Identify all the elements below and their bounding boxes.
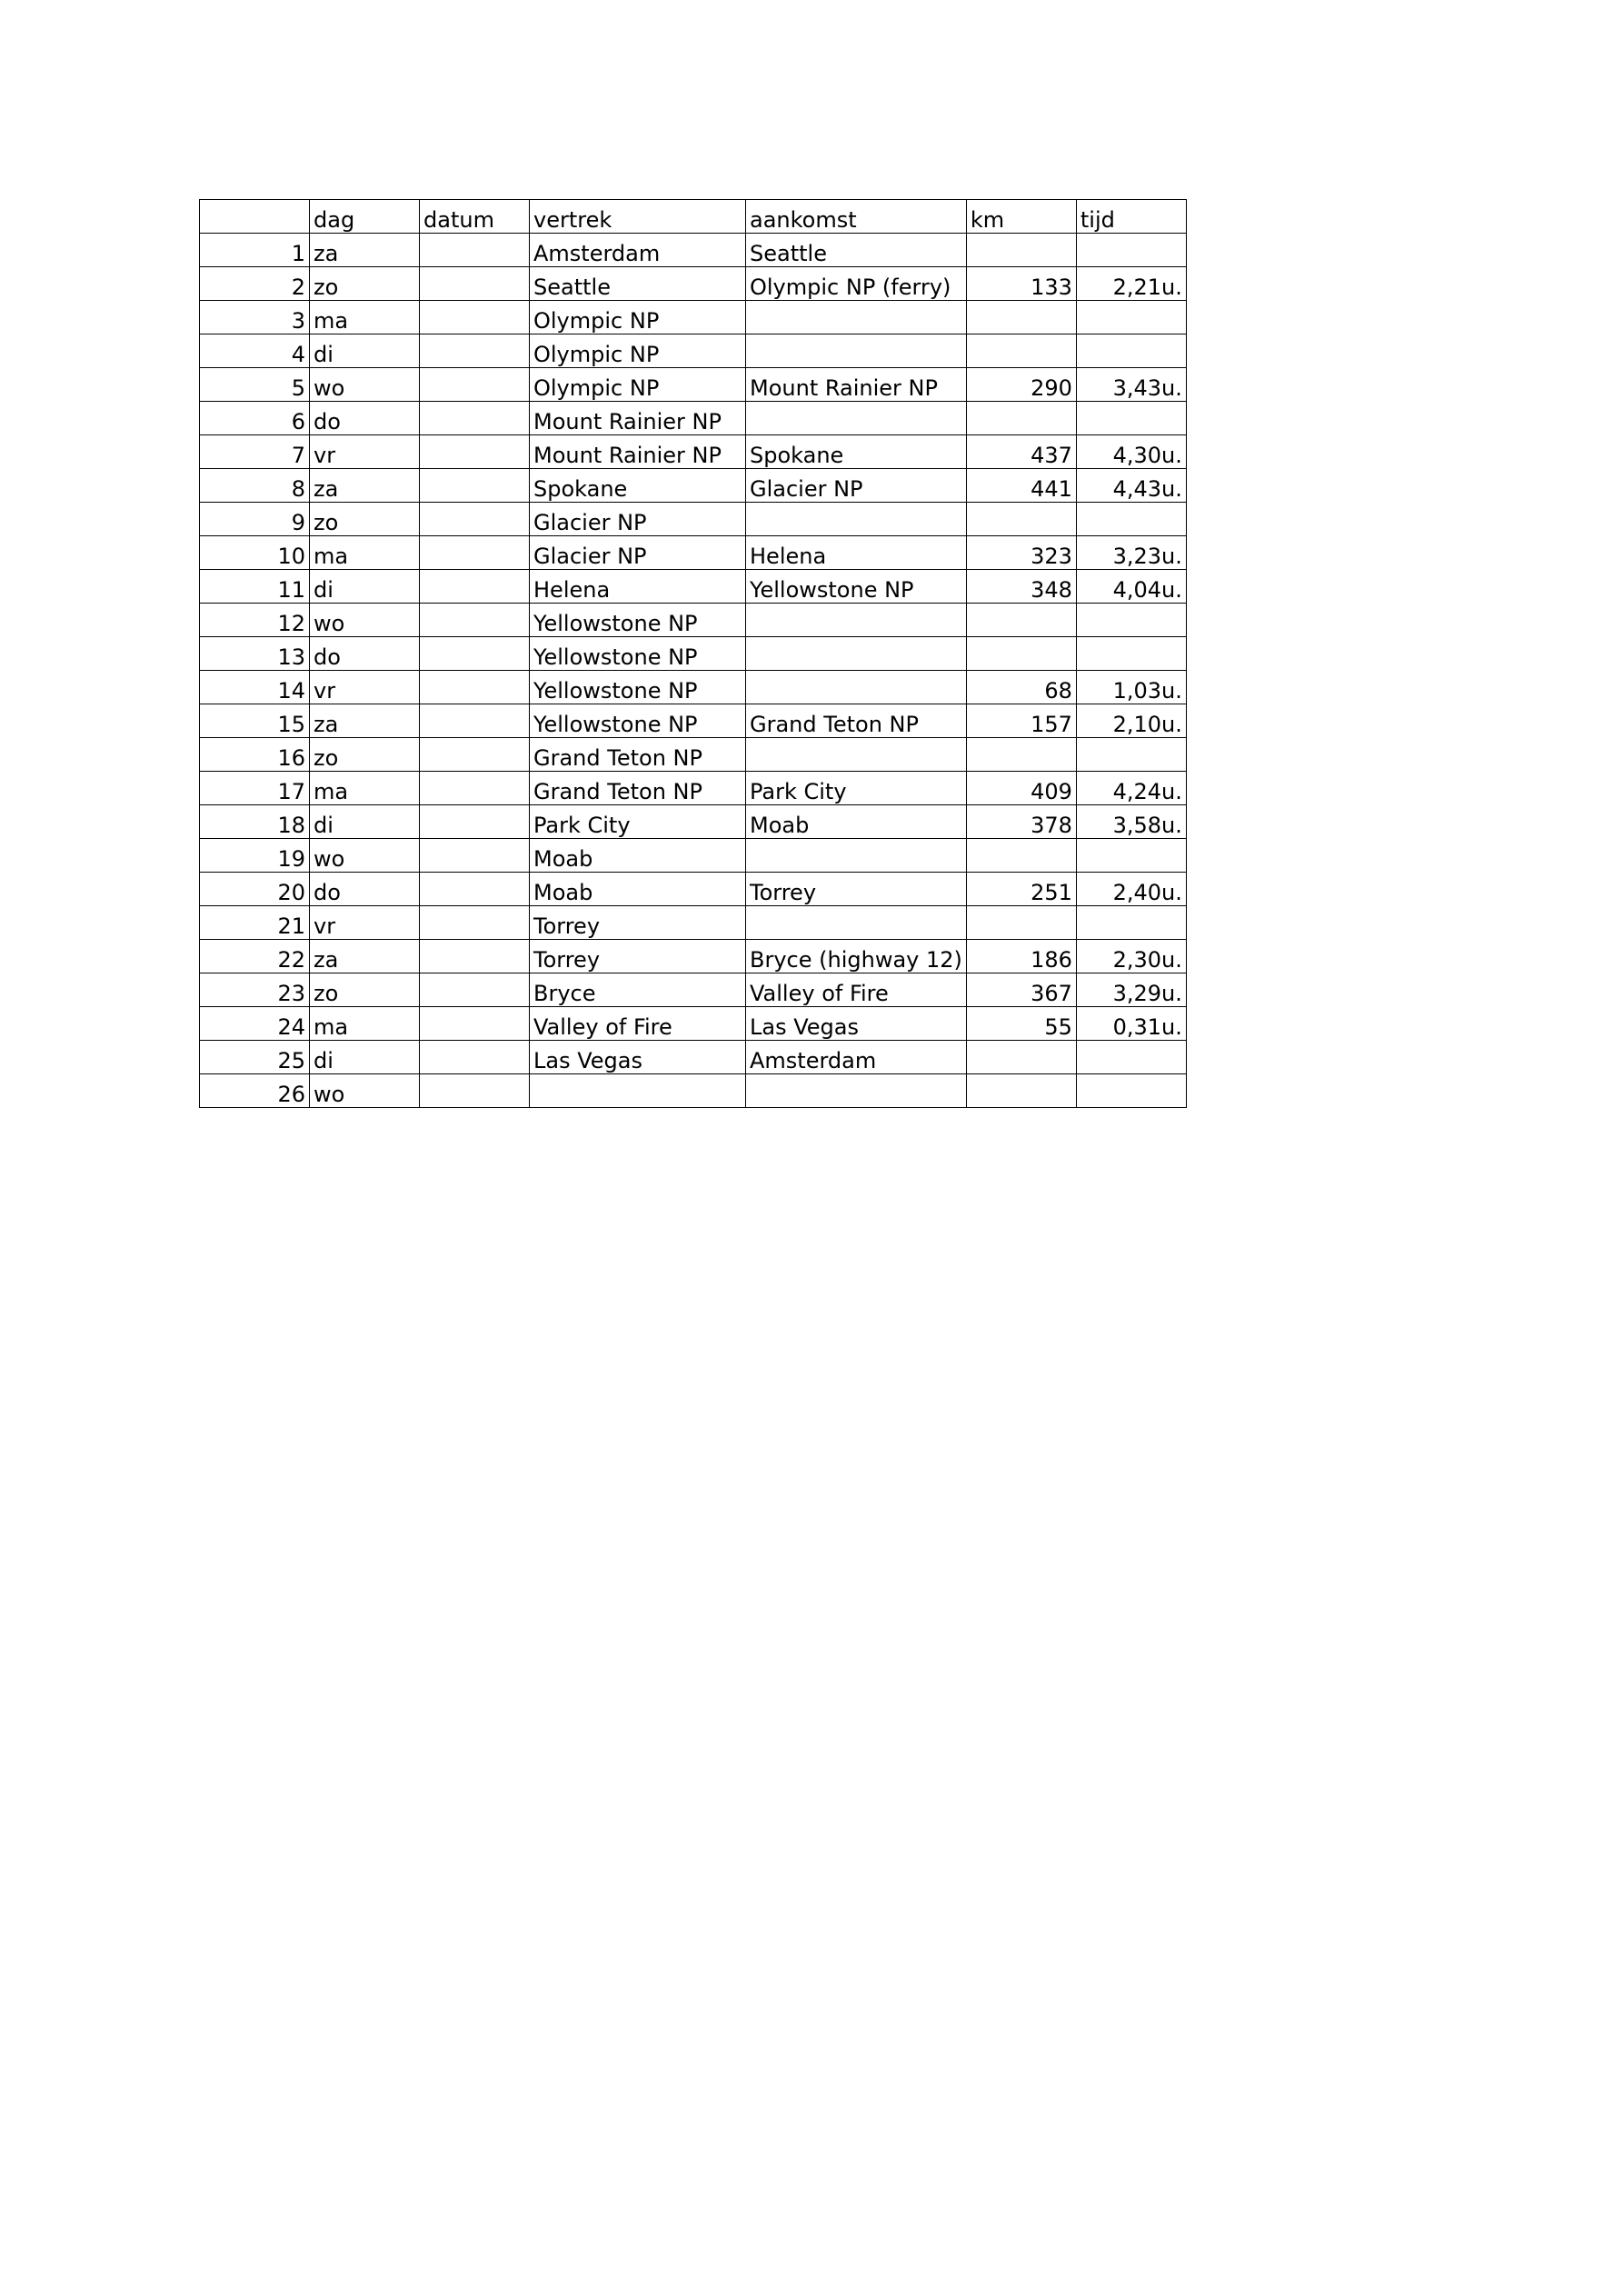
cell-nr: 12 xyxy=(200,604,310,637)
cell-dag: do xyxy=(310,873,420,906)
table-row xyxy=(200,704,1187,738)
cell-vertrek xyxy=(530,1074,746,1108)
cell-km xyxy=(966,402,1076,435)
table-row xyxy=(200,637,1187,671)
cell-tijd: 1,03u. xyxy=(1076,671,1186,704)
table-row xyxy=(200,435,1187,469)
cell-tijd: 3,58u. xyxy=(1076,805,1186,839)
cell-dag: zo xyxy=(310,267,420,301)
cell-km: 367 xyxy=(966,973,1076,1007)
cell-km xyxy=(966,1074,1076,1108)
cell-aankomst: Moab xyxy=(746,805,967,839)
cell-km: 290 xyxy=(966,368,1076,402)
cell-km xyxy=(966,906,1076,940)
cell-nr: 19 xyxy=(200,839,310,873)
cell-dag: di xyxy=(310,805,420,839)
cell-datum xyxy=(420,536,530,570)
cell-aankomst: Glacier NP xyxy=(746,469,967,503)
cell-nr: 14 xyxy=(200,671,310,704)
cell-km: 55 xyxy=(966,1007,1076,1041)
cell-km xyxy=(966,334,1076,368)
cell-vertrek: Valley of Fire xyxy=(530,1007,746,1041)
cell-datum xyxy=(420,604,530,637)
cell-nr: 8 xyxy=(200,469,310,503)
cell-datum xyxy=(420,267,530,301)
cell-aankomst xyxy=(746,1074,967,1108)
cell-aankomst: Grand Teton NP xyxy=(746,704,967,738)
cell-tijd xyxy=(1076,604,1186,637)
cell-nr: 24 xyxy=(200,1007,310,1041)
cell-nr: 23 xyxy=(200,973,310,1007)
table-row xyxy=(200,772,1187,805)
cell-km xyxy=(966,738,1076,772)
cell-tijd xyxy=(1076,402,1186,435)
cell-aankomst: Mount Rainier NP xyxy=(746,368,967,402)
table-row xyxy=(200,402,1187,435)
cell-datum xyxy=(420,973,530,1007)
cell-datum xyxy=(420,368,530,402)
cell-nr: 22 xyxy=(200,940,310,973)
cell-datum xyxy=(420,940,530,973)
cell-aankomst: Helena xyxy=(746,536,967,570)
cell-nr: 21 xyxy=(200,906,310,940)
cell-tijd xyxy=(1076,334,1186,368)
cell-dag: do xyxy=(310,402,420,435)
table-row xyxy=(200,604,1187,637)
cell-dag: zo xyxy=(310,973,420,1007)
cell-aankomst: Valley of Fire xyxy=(746,973,967,1007)
cell-vertrek: Torrey xyxy=(530,940,746,973)
cell-vertrek: Olympic NP xyxy=(530,368,746,402)
cell-nr: 5 xyxy=(200,368,310,402)
cell-dag: vr xyxy=(310,671,420,704)
cell-vertrek: Mount Rainier NP xyxy=(530,402,746,435)
cell-aankomst: Bryce (highway 12) xyxy=(746,940,967,973)
cell-km: 251 xyxy=(966,873,1076,906)
cell-aankomst xyxy=(746,334,967,368)
cell-nr: 16 xyxy=(200,738,310,772)
cell-tijd: 3,23u. xyxy=(1076,536,1186,570)
table-row xyxy=(200,1007,1187,1041)
cell-tijd: 2,21u. xyxy=(1076,267,1186,301)
cell-tijd xyxy=(1076,301,1186,334)
cell-tijd: 2,30u. xyxy=(1076,940,1186,973)
cell-km: 157 xyxy=(966,704,1076,738)
cell-dag: wo xyxy=(310,839,420,873)
cell-aankomst xyxy=(746,637,967,671)
cell-aankomst xyxy=(746,839,967,873)
cell-nr: 1 xyxy=(200,234,310,267)
cell-datum xyxy=(420,503,530,536)
table-row xyxy=(200,570,1187,604)
cell-dag: ma xyxy=(310,772,420,805)
cell-vertrek: Helena xyxy=(530,570,746,604)
cell-dag: di xyxy=(310,570,420,604)
table-header xyxy=(200,200,1187,234)
cell-aankomst: Torrey xyxy=(746,873,967,906)
cell-tijd: 2,10u. xyxy=(1076,704,1186,738)
cell-dag: wo xyxy=(310,604,420,637)
cell-nr: 15 xyxy=(200,704,310,738)
cell-km xyxy=(966,604,1076,637)
header-dag: dag xyxy=(310,200,420,234)
cell-km xyxy=(966,301,1076,334)
cell-datum xyxy=(420,301,530,334)
cell-datum xyxy=(420,570,530,604)
cell-km: 348 xyxy=(966,570,1076,604)
cell-dag: vr xyxy=(310,906,420,940)
table-row xyxy=(200,301,1187,334)
cell-vertrek: Yellowstone NP xyxy=(530,671,746,704)
cell-km: 323 xyxy=(966,536,1076,570)
cell-km xyxy=(966,839,1076,873)
cell-datum xyxy=(420,839,530,873)
cell-nr: 25 xyxy=(200,1041,310,1074)
cell-tijd xyxy=(1076,637,1186,671)
cell-km xyxy=(966,234,1076,267)
cell-aankomst xyxy=(746,503,967,536)
table-row xyxy=(200,334,1187,368)
cell-km: 437 xyxy=(966,435,1076,469)
table-row xyxy=(200,469,1187,503)
cell-tijd xyxy=(1076,738,1186,772)
cell-aankomst: Olympic NP (ferry) xyxy=(746,267,967,301)
cell-aankomst xyxy=(746,671,967,704)
cell-km: 378 xyxy=(966,805,1076,839)
cell-tijd: 2,40u. xyxy=(1076,873,1186,906)
cell-datum xyxy=(420,435,530,469)
cell-tijd xyxy=(1076,1041,1186,1074)
cell-nr: 26 xyxy=(200,1074,310,1108)
header-row xyxy=(200,200,1187,234)
cell-dag: za xyxy=(310,704,420,738)
header-datum: datum xyxy=(420,200,530,234)
cell-tijd xyxy=(1076,839,1186,873)
cell-dag: za xyxy=(310,469,420,503)
cell-dag: di xyxy=(310,334,420,368)
table-row xyxy=(200,536,1187,570)
cell-tijd xyxy=(1076,906,1186,940)
cell-tijd: 4,30u. xyxy=(1076,435,1186,469)
table-row xyxy=(200,940,1187,973)
table-row xyxy=(200,1074,1187,1108)
cell-vertrek: Moab xyxy=(530,839,746,873)
cell-datum xyxy=(420,772,530,805)
cell-aankomst xyxy=(746,301,967,334)
cell-datum xyxy=(420,1074,530,1108)
table-row xyxy=(200,805,1187,839)
cell-dag: zo xyxy=(310,503,420,536)
cell-dag: za xyxy=(310,940,420,973)
cell-tijd: 4,43u. xyxy=(1076,469,1186,503)
cell-tijd xyxy=(1076,503,1186,536)
cell-aankomst: Park City xyxy=(746,772,967,805)
cell-nr: 10 xyxy=(200,536,310,570)
cell-dag: do xyxy=(310,637,420,671)
header-vertrek: vertrek xyxy=(530,200,746,234)
cell-aankomst: Yellowstone NP xyxy=(746,570,967,604)
cell-aankomst xyxy=(746,906,967,940)
cell-vertrek: Park City xyxy=(530,805,746,839)
cell-nr: 18 xyxy=(200,805,310,839)
cell-vertrek: Yellowstone NP xyxy=(530,604,746,637)
cell-nr: 4 xyxy=(200,334,310,368)
cell-km xyxy=(966,503,1076,536)
cell-nr: 7 xyxy=(200,435,310,469)
cell-dag: wo xyxy=(310,1074,420,1108)
table-row xyxy=(200,1041,1187,1074)
cell-vertrek: Spokane xyxy=(530,469,746,503)
table-row xyxy=(200,503,1187,536)
cell-tijd: 0,31u. xyxy=(1076,1007,1186,1041)
cell-aankomst: Spokane xyxy=(746,435,967,469)
cell-km: 133 xyxy=(966,267,1076,301)
table-row xyxy=(200,368,1187,402)
cell-vertrek: Bryce xyxy=(530,973,746,1007)
cell-vertrek: Las Vegas xyxy=(530,1041,746,1074)
header-nr xyxy=(200,200,310,234)
header-tijd: tijd xyxy=(1076,200,1186,234)
cell-dag: wo xyxy=(310,368,420,402)
table-row xyxy=(200,839,1187,873)
cell-tijd: 4,24u. xyxy=(1076,772,1186,805)
cell-vertrek: Seattle xyxy=(530,267,746,301)
cell-dag: di xyxy=(310,1041,420,1074)
cell-datum xyxy=(420,738,530,772)
cell-aankomst: Las Vegas xyxy=(746,1007,967,1041)
cell-aankomst: Amsterdam xyxy=(746,1041,967,1074)
cell-km: 186 xyxy=(966,940,1076,973)
header-km: km xyxy=(966,200,1076,234)
header-aankomst: aankomst xyxy=(746,200,967,234)
cell-datum xyxy=(420,906,530,940)
cell-dag: vr xyxy=(310,435,420,469)
cell-km: 409 xyxy=(966,772,1076,805)
cell-tijd: 4,04u. xyxy=(1076,570,1186,604)
cell-tijd: 3,29u. xyxy=(1076,973,1186,1007)
cell-datum xyxy=(420,873,530,906)
cell-nr: 20 xyxy=(200,873,310,906)
table-row xyxy=(200,738,1187,772)
cell-km xyxy=(966,637,1076,671)
cell-nr: 2 xyxy=(200,267,310,301)
table-row xyxy=(200,906,1187,940)
table-body xyxy=(200,234,1187,1108)
cell-dag: ma xyxy=(310,301,420,334)
cell-datum xyxy=(420,671,530,704)
cell-datum xyxy=(420,704,530,738)
cell-datum xyxy=(420,334,530,368)
table-row xyxy=(200,267,1187,301)
cell-vertrek: Grand Teton NP xyxy=(530,772,746,805)
cell-km xyxy=(966,1041,1076,1074)
cell-nr: 9 xyxy=(200,503,310,536)
cell-datum xyxy=(420,637,530,671)
cell-vertrek: Torrey xyxy=(530,906,746,940)
cell-km: 68 xyxy=(966,671,1076,704)
cell-vertrek: Amsterdam xyxy=(530,234,746,267)
cell-datum xyxy=(420,805,530,839)
cell-datum xyxy=(420,1041,530,1074)
cell-vertrek: Glacier NP xyxy=(530,503,746,536)
cell-aankomst: Seattle xyxy=(746,234,967,267)
cell-vertrek: Moab xyxy=(530,873,746,906)
cell-nr: 13 xyxy=(200,637,310,671)
cell-vertrek: Yellowstone NP xyxy=(530,704,746,738)
cell-dag: ma xyxy=(310,536,420,570)
cell-aankomst xyxy=(746,738,967,772)
cell-datum xyxy=(420,402,530,435)
cell-tijd xyxy=(1076,234,1186,267)
cell-nr: 3 xyxy=(200,301,310,334)
cell-datum xyxy=(420,1007,530,1041)
itinerary-table xyxy=(199,199,1187,1108)
cell-vertrek: Olympic NP xyxy=(530,334,746,368)
cell-datum xyxy=(420,234,530,267)
cell-vertrek: Grand Teton NP xyxy=(530,738,746,772)
table-row xyxy=(200,973,1187,1007)
cell-vertrek: Glacier NP xyxy=(530,536,746,570)
table-row xyxy=(200,873,1187,906)
cell-datum xyxy=(420,469,530,503)
cell-nr: 6 xyxy=(200,402,310,435)
cell-tijd: 3,43u. xyxy=(1076,368,1186,402)
cell-dag: ma xyxy=(310,1007,420,1041)
cell-aankomst xyxy=(746,604,967,637)
cell-vertrek: Yellowstone NP xyxy=(530,637,746,671)
cell-dag: za xyxy=(310,234,420,267)
cell-tijd xyxy=(1076,1074,1186,1108)
table-row xyxy=(200,234,1187,267)
itinerary-sheet xyxy=(199,199,1187,1108)
cell-aankomst xyxy=(746,402,967,435)
cell-nr: 17 xyxy=(200,772,310,805)
cell-nr: 11 xyxy=(200,570,310,604)
cell-vertrek: Olympic NP xyxy=(530,301,746,334)
cell-km: 441 xyxy=(966,469,1076,503)
cell-dag: zo xyxy=(310,738,420,772)
cell-vertrek: Mount Rainier NP xyxy=(530,435,746,469)
table-row xyxy=(200,671,1187,704)
